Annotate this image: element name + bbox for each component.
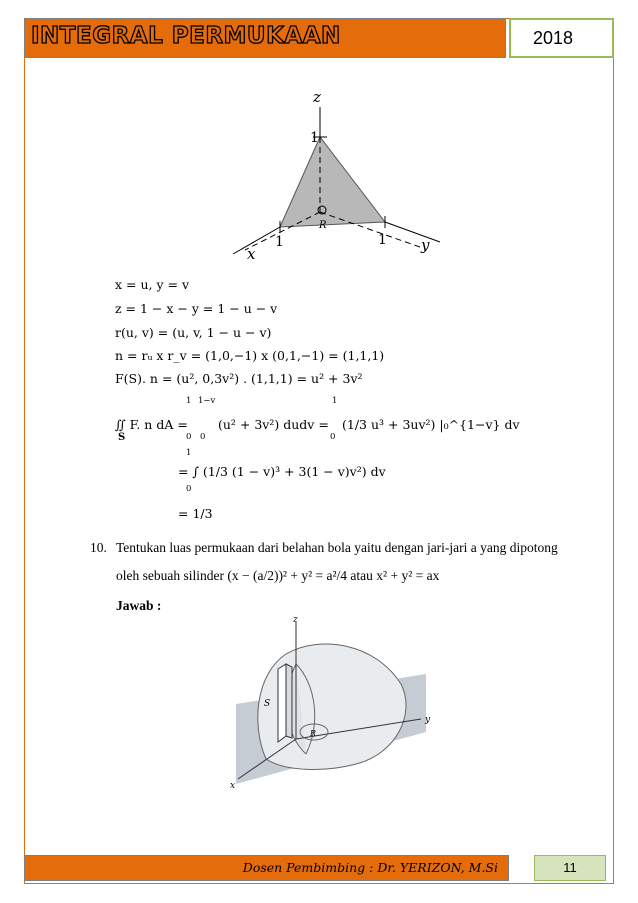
- fig1-region-label: R: [319, 220, 327, 231]
- fig2-s-label: S: [264, 699, 271, 709]
- lim-top-3: 1: [332, 396, 338, 406]
- fig2-y-label: y: [425, 715, 431, 725]
- eq-single-integral: = ∫ (1/3 (1 − v)³ + 3(1 − v)v²) dv: [178, 464, 386, 479]
- eq-double-integral: (u² + 3v²) dudv =: [218, 417, 329, 432]
- fig1-one-z: 1: [310, 130, 319, 146]
- footer-author: Dosen Pembimbing : Dr. YERIZON, M.Si: [24, 855, 509, 881]
- lim-top-1: 1: [186, 396, 192, 406]
- eq-f-dot-n: F(S). n = (u², 0,3v²) . (1,1,1) = u² + 3v²: [115, 371, 363, 386]
- page-header: [24, 18, 614, 58]
- page-footer: [24, 855, 614, 881]
- eq-inner-integral: (1/3 u³ + 3uv²) |₀^{1−v} dv: [342, 417, 520, 432]
- eq-parametrization: x = u, y = v: [115, 277, 190, 292]
- fig1-one-x: 1: [275, 234, 284, 250]
- eq-z: z = 1 − x − y = 1 − u − v: [115, 301, 278, 316]
- fig1-z-label: z: [313, 88, 321, 106]
- figure-hemisphere-cylinder: [226, 614, 432, 794]
- lim-bot-4: 0: [186, 484, 192, 494]
- eq-r: r(u, v) = (u, v, 1 − u − v): [115, 325, 272, 340]
- lim-bot-3: 0: [330, 432, 336, 442]
- eq-normal: n = rᵤ x r_v = (1,0,−1) x (0,1,−1) = (1,1,1): [115, 348, 385, 363]
- header-title: INTEGRAL PERMUKAAN: [31, 23, 341, 49]
- eq-surface-s: S: [118, 432, 126, 443]
- lim-top-2: 1−v: [198, 396, 216, 406]
- answer-label: Jawab :: [116, 598, 162, 613]
- problem-line-2: oleh sebuah silinder (x − (a/2))² + y² = a²/4 atau x² + y² = ax: [116, 568, 440, 583]
- fig2-x-label: x: [230, 781, 236, 791]
- fig1-x-label: x: [247, 245, 256, 263]
- problem-number: 10.: [90, 540, 107, 555]
- fig2-r-label: R: [310, 729, 317, 738]
- figure-triangle-surface: [225, 82, 465, 267]
- eq-result: = 1/3: [178, 506, 213, 521]
- header-year: 2018: [509, 18, 614, 58]
- page-number: 11: [534, 855, 606, 881]
- fig1-one-y: 1: [378, 232, 387, 248]
- lim-top-4: 1: [186, 448, 192, 458]
- header-title-bar: [24, 18, 506, 58]
- fig1-y-label: y: [421, 236, 430, 254]
- lim-bot-1: 0: [186, 432, 192, 442]
- fig2-z-label: z: [293, 615, 298, 625]
- eq-surface-integral-lhs: ∬ F. n dA =: [115, 417, 188, 432]
- problem-line-1: Tentukan luas permukaan dari belahan bola yaitu dengan jari-jari a yang dipotong: [116, 540, 558, 555]
- lim-bot-2: 0: [200, 432, 206, 442]
